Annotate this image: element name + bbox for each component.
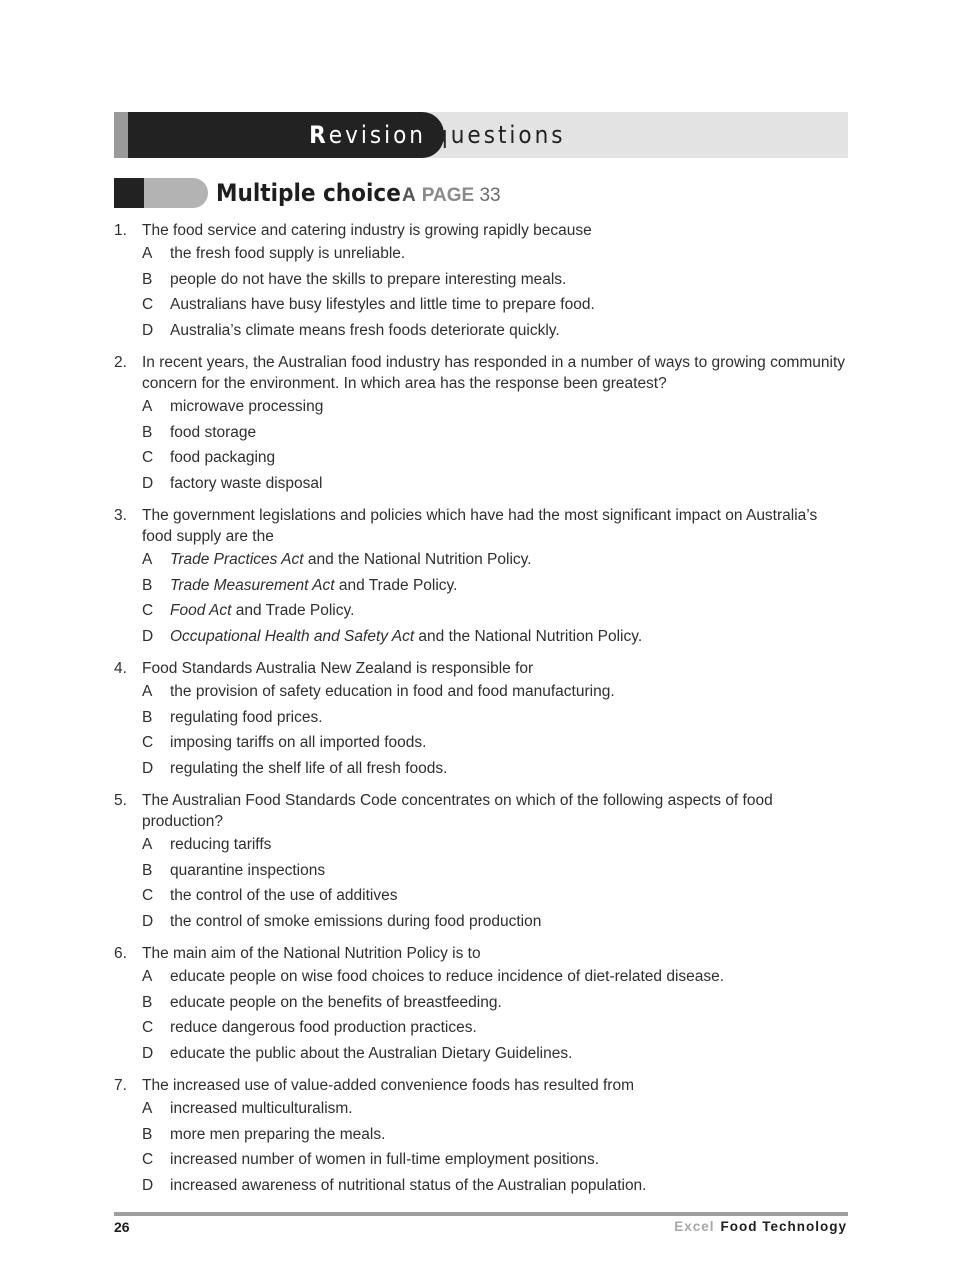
answer-option (114, 756, 846, 782)
question-number: 3. (114, 507, 127, 524)
option-letter: D (142, 1044, 154, 1062)
answer-option (114, 241, 846, 267)
option-text: educate people on wise food choices to reduce incidence of diet-related disease. (170, 968, 725, 985)
option-letter: C (142, 1019, 154, 1036)
footer-brand-excel: Excel (674, 1219, 715, 1234)
question-item (114, 790, 846, 934)
page-reference (402, 184, 501, 208)
question-number: 5. (114, 792, 127, 809)
option-text: food packaging (170, 449, 276, 466)
question-item (114, 943, 846, 1066)
option-letter: C (142, 734, 154, 751)
question-text: The main aim of the National Nutrition Policy is to (142, 945, 481, 962)
answer-option (114, 267, 846, 293)
option-letter: D (142, 474, 154, 492)
question-number: 1. (114, 222, 127, 239)
option-letter: A (142, 551, 153, 568)
footer-brand (674, 1219, 847, 1234)
option-letter: A (142, 1100, 153, 1117)
answer-option (114, 883, 846, 909)
banner-dark-tab (128, 112, 444, 158)
answer-option (114, 292, 846, 318)
option-act-title: Trade Practices Act (170, 551, 304, 568)
banner-stub (114, 112, 128, 158)
answer-option (114, 858, 846, 884)
option-text: factory waste disposal (170, 474, 323, 492)
question-stem (114, 352, 846, 394)
option-text: food storage (170, 423, 257, 441)
question-item (114, 1075, 846, 1198)
answer-option (114, 573, 846, 599)
question-text: In recent years, the Australian food industry has responded in a number of ways to growing community concern for the environment. In which area has the response been greatest? (142, 354, 846, 392)
answer-option (114, 598, 846, 624)
option-act-title: Occupational Health and Safety Act (170, 627, 415, 645)
option-letter: B (142, 423, 153, 441)
section-marker-dark (114, 178, 144, 208)
answer-option (114, 471, 846, 497)
option-text: the provision of safety education in food and food manufacturing. (170, 683, 615, 700)
page-ref-word: PAGE (421, 185, 475, 206)
answer-option (114, 1096, 846, 1122)
answer-option (114, 909, 846, 935)
option-text: more men preparing the meals. (170, 1125, 386, 1143)
question-text: Food Standards Australia New Zealand is responsible for (142, 660, 534, 677)
footer-brand-subject: Food Technology (720, 1219, 847, 1234)
option-letter: D (142, 321, 154, 339)
question-text: The increased use of value-added convenience foods has resulted from (142, 1077, 634, 1094)
question-item (114, 352, 846, 496)
option-text: microwave processing (170, 398, 324, 415)
option-letter: C (142, 1151, 154, 1168)
option-text: Australia’s climate means fresh foods deteriorate quickly. (170, 321, 560, 339)
option-text: educate the public about the Australian Dietary Guidelines. (170, 1044, 573, 1062)
option-letter: B (142, 576, 153, 594)
question-number: 2. (114, 354, 127, 371)
footer-rule (114, 1212, 848, 1216)
question-number: 6. (114, 945, 127, 962)
answer-option (114, 1147, 846, 1173)
option-text: reducing tariffs (170, 836, 272, 853)
answer-option (114, 730, 846, 756)
option-text: increased number of women in full-time employment positions. (170, 1151, 600, 1168)
option-text: and the National Nutrition Policy. (303, 551, 532, 568)
answer-option (114, 394, 846, 420)
question-item (114, 658, 846, 781)
answer-option (114, 1015, 846, 1041)
option-text: increased awareness of nutritional status of the Australian population. (170, 1176, 647, 1194)
question-number: 4. (114, 660, 127, 677)
banner-initial: R (309, 121, 329, 149)
question-text: The government legislations and policies which have had the most significant impact on Australia’s food supply are the (142, 507, 818, 545)
option-letter: B (142, 861, 153, 879)
answer-option (114, 990, 846, 1016)
footer-page-number: 26 (114, 1219, 130, 1235)
question-list (114, 220, 846, 1207)
answer-option (114, 420, 846, 446)
option-letter: A (142, 398, 153, 415)
option-text: increased multiculturalism. (170, 1100, 353, 1117)
page-ref-number: 33 (479, 185, 501, 206)
option-letter: B (142, 993, 153, 1011)
option-letter: D (142, 627, 154, 645)
question-number: 7. (114, 1077, 127, 1094)
option-letter: A (142, 245, 153, 262)
answer-option (114, 964, 846, 990)
option-text: reduce dangerous food production practices. (170, 1019, 477, 1036)
answer-option (114, 679, 846, 705)
option-letter: A (142, 968, 153, 985)
answer-option (114, 1122, 846, 1148)
question-stem (114, 505, 846, 547)
answer-option (114, 1173, 846, 1199)
section-marker (114, 178, 208, 208)
option-text: quarantine inspections (170, 861, 326, 879)
option-letter: D (142, 1176, 154, 1194)
question-stem (114, 658, 846, 679)
section-title: Multiple choice (216, 179, 401, 207)
question-item (114, 505, 846, 649)
question-item (114, 220, 846, 343)
option-text: the fresh food supply is unreliable. (170, 245, 406, 262)
option-text: educate people on the benefits of breastfeeding. (170, 993, 502, 1011)
option-act-title: Trade Measurement Act (170, 576, 335, 594)
option-letter: C (142, 602, 154, 619)
option-letter: D (142, 759, 154, 777)
answer-option (114, 624, 846, 650)
option-text: and Trade Policy. (334, 576, 458, 594)
option-act-title: Food Act (170, 602, 232, 619)
option-letter: A (142, 836, 153, 853)
answer-option (114, 705, 846, 731)
option-letter: B (142, 708, 153, 726)
question-stem (114, 220, 846, 241)
option-text: regulating the shelf life of all fresh foods. (170, 759, 448, 777)
option-text: people do not have the skills to prepare interesting meals. (170, 270, 567, 288)
question-text: The Australian Food Standards Code concentrates on which of the following aspects of food production? (142, 792, 773, 830)
option-text: Australians have busy lifestyles and little time to prepare food. (170, 296, 595, 313)
option-letter: C (142, 449, 154, 466)
question-stem (114, 1075, 846, 1096)
question-stem (114, 943, 846, 964)
question-stem (114, 790, 846, 832)
answer-option (114, 445, 846, 471)
banner-word-questions: questions (434, 121, 566, 149)
answer-option (114, 547, 846, 573)
answer-option (114, 318, 846, 344)
answer-option (114, 1041, 846, 1067)
option-text: the control of smoke emissions during food production (170, 912, 542, 930)
option-text: regulating food prices. (170, 708, 323, 726)
option-text: imposing tariffs on all imported foods. (170, 734, 427, 751)
answer-option (114, 832, 846, 858)
banner-rest: evision (328, 121, 426, 149)
option-text: and the National Nutrition Policy. (414, 627, 643, 645)
option-letter: B (142, 270, 153, 288)
page-ref-letter: A (402, 185, 416, 206)
option-text: and Trade Policy. (231, 602, 355, 619)
option-letter: C (142, 887, 154, 904)
banner-word-revision (309, 121, 426, 149)
option-letter: B (142, 1125, 153, 1143)
option-letter: D (142, 912, 154, 930)
revision-questions-banner (114, 112, 848, 158)
question-text: The food service and catering industry is growing rapidly because (142, 222, 592, 239)
option-letter: A (142, 683, 153, 700)
option-letter: C (142, 296, 154, 313)
option-text: the control of the use of additives (170, 887, 398, 904)
